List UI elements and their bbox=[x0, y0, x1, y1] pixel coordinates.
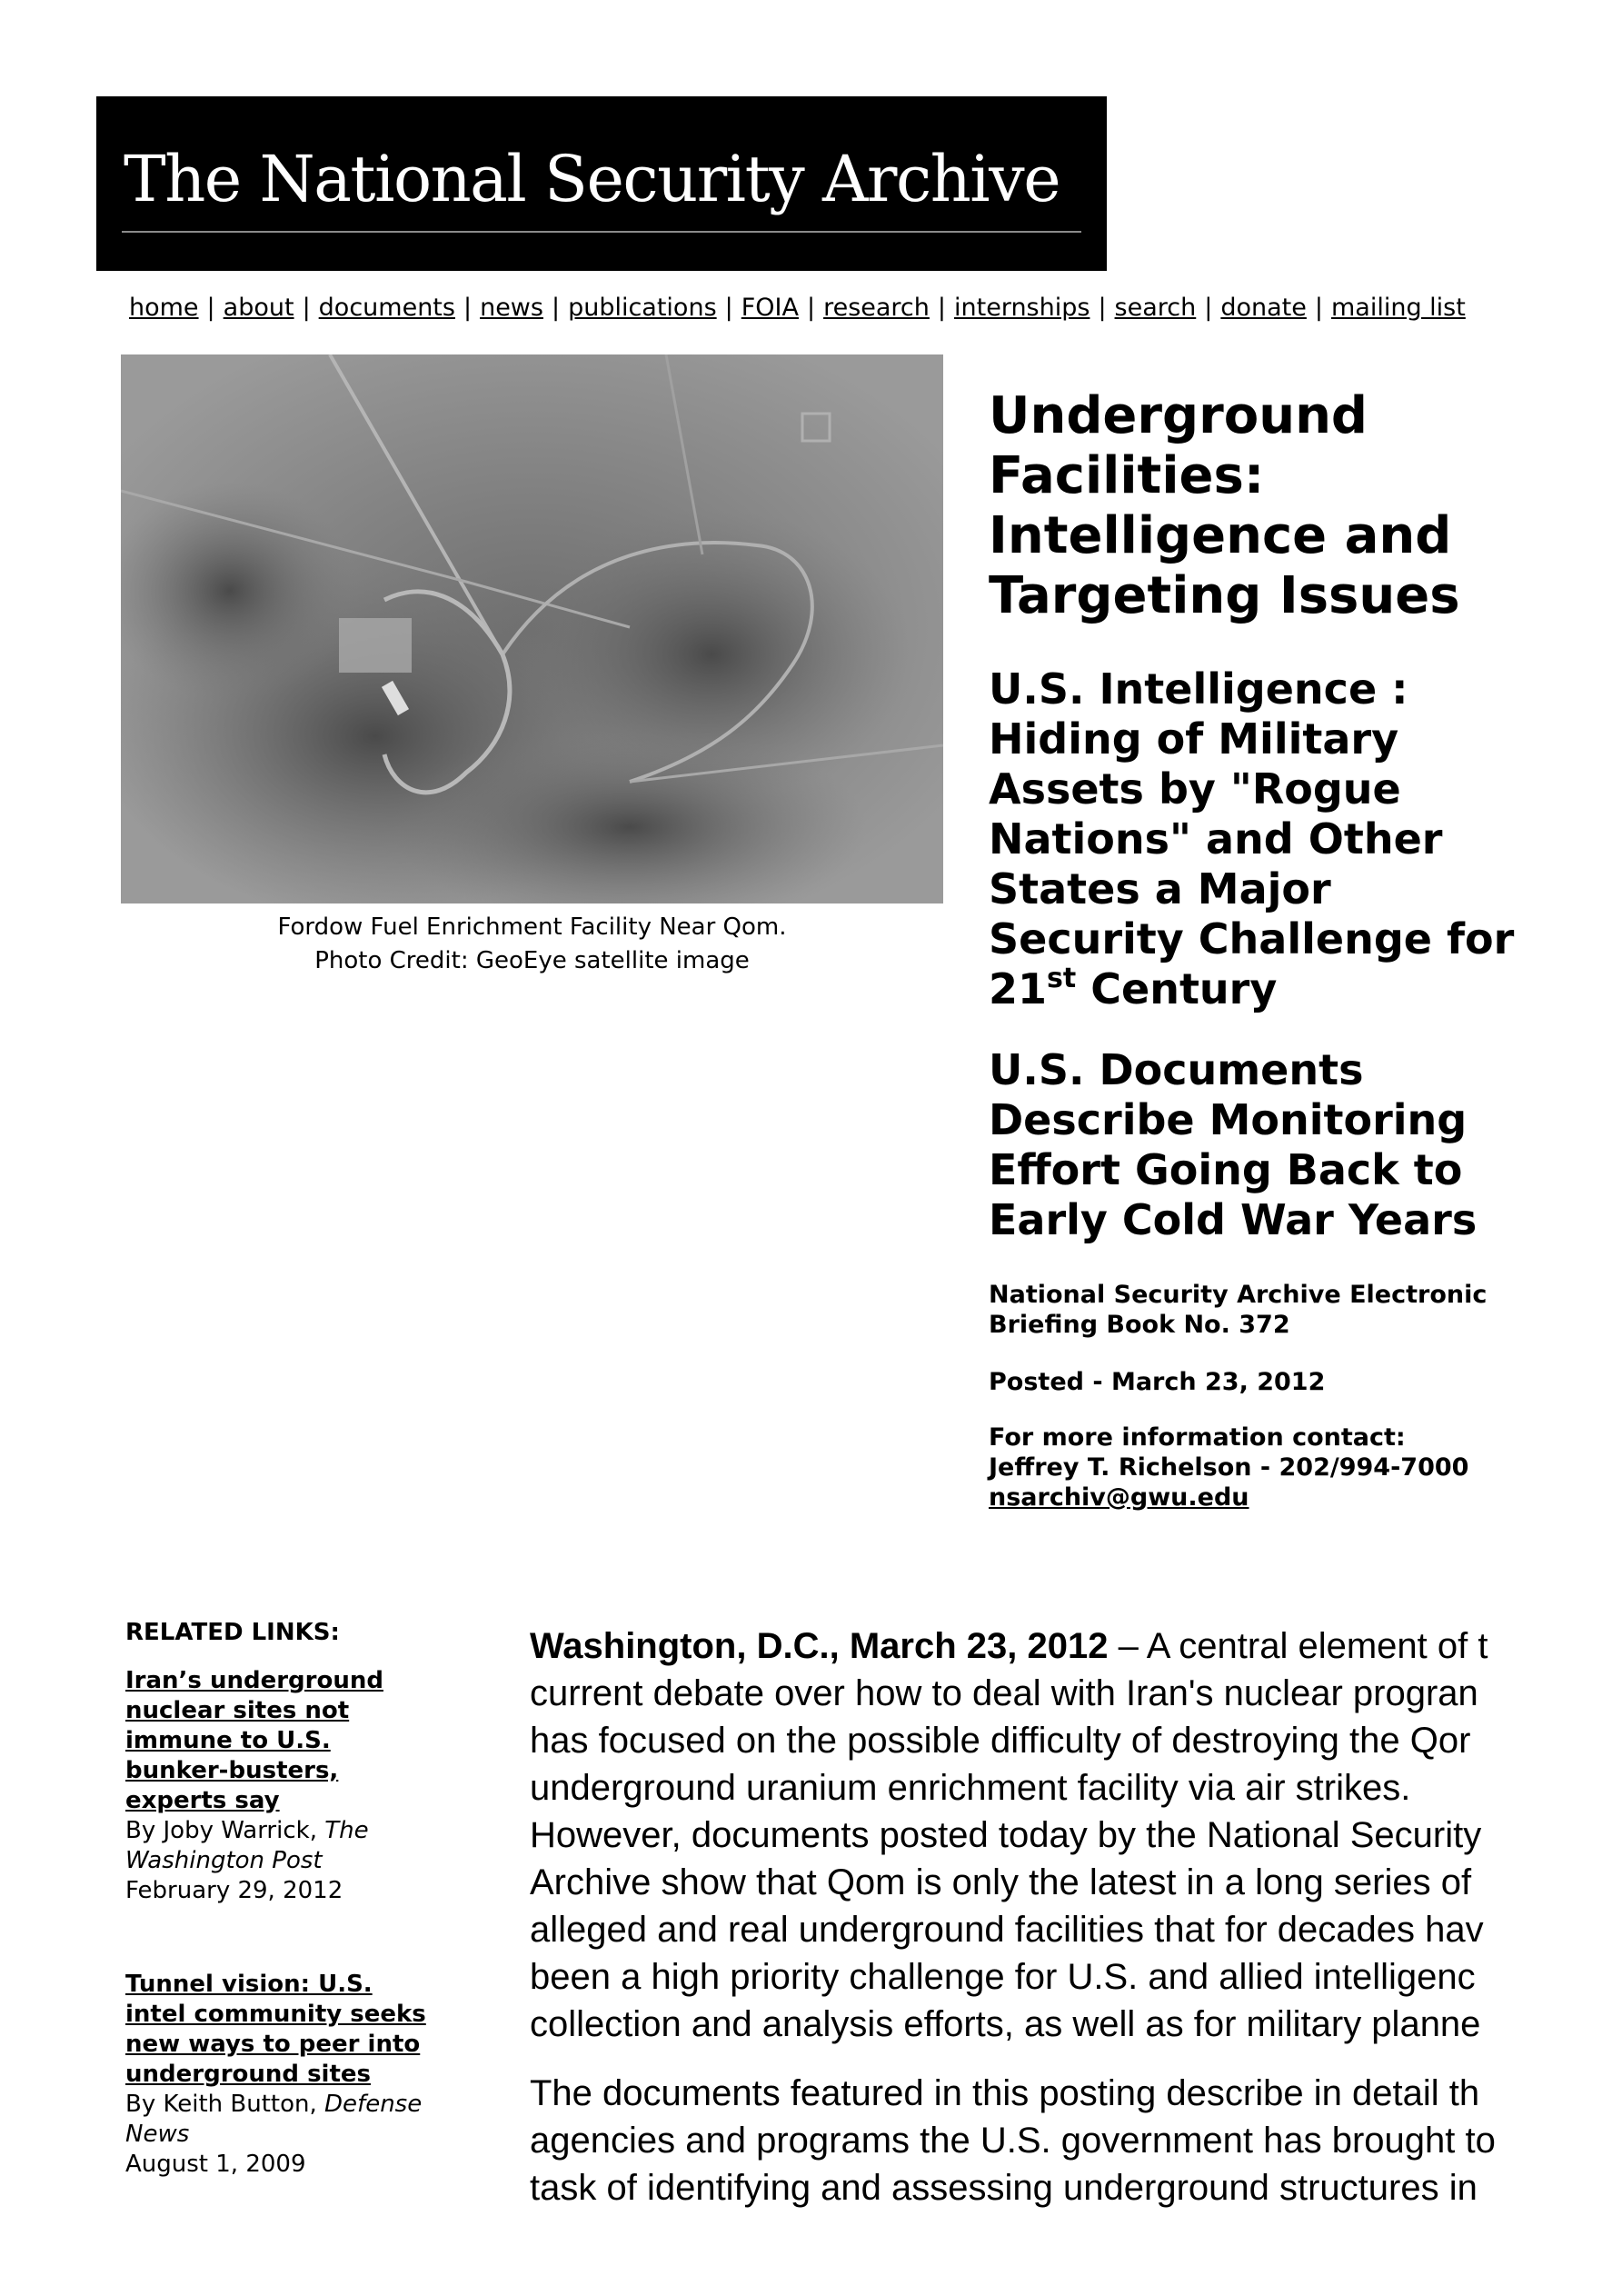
link-title-line: experts say bbox=[125, 1787, 280, 1814]
nav-separator: | bbox=[206, 294, 215, 322]
article-line: The documents featured in this posting describe in detail th bbox=[530, 2073, 1480, 2113]
masthead-rule bbox=[122, 231, 1081, 233]
caption-line: Fordow Fuel Enrichment Facility Near Qom. bbox=[277, 913, 787, 941]
link-title-line: intel community seeks bbox=[125, 2001, 426, 2028]
nav-separator: | bbox=[806, 294, 816, 322]
nav-separator: | bbox=[1314, 294, 1323, 322]
related-link-byline bbox=[125, 2090, 453, 2120]
related-links bbox=[125, 1618, 453, 2180]
caption-credit: Photo Credit: GeoEye satellite image bbox=[314, 947, 750, 974]
article-line: agencies and programs the U.S. government has brought to bbox=[530, 2121, 1496, 2161]
link-title-line: bunker-busters, bbox=[125, 1757, 339, 1784]
subheading-line: Nations" and Other bbox=[989, 814, 1443, 863]
nav-research[interactable]: research bbox=[823, 294, 930, 322]
subheading-line: U.S. Documents bbox=[989, 1045, 1364, 1094]
article-headings bbox=[989, 386, 1616, 1512]
byline-author: By Keith Button, bbox=[125, 2091, 325, 2118]
title-line: Underground bbox=[989, 386, 1368, 445]
nav-separator: | bbox=[1098, 294, 1107, 322]
article-line: current debate over how to deal with Iran's nuclear progran bbox=[530, 1673, 1478, 1713]
subheading-line: States a Major bbox=[989, 864, 1331, 913]
article-line bbox=[530, 1622, 1622, 1670]
byline-publication: News bbox=[125, 2121, 190, 2148]
related-link-item bbox=[125, 1666, 453, 1906]
contact-name: Jeffrey T. Richelson - 202/994-7000 bbox=[989, 1453, 1469, 1482]
link-title-line: Iran’s underground bbox=[125, 1667, 383, 1694]
article-line: underground uranium enrichment facility via air strikes. bbox=[530, 1768, 1411, 1808]
nav-separator: | bbox=[724, 294, 733, 322]
subheading-line: Describe Monitoring bbox=[989, 1095, 1468, 1144]
related-link-byline bbox=[125, 1816, 453, 1846]
article-dateline: Washington, D.C., March 23, 2012 bbox=[530, 1626, 1109, 1666]
subheading-line: U.S. Intelligence : bbox=[989, 664, 1408, 714]
subheading-line: Early Cold War Years bbox=[989, 1195, 1478, 1244]
related-link-title[interactable] bbox=[125, 1666, 453, 1816]
title-line: Targeting Issues bbox=[989, 566, 1460, 625]
related-link-date: August 1, 2009 bbox=[125, 2151, 306, 2178]
contact-label: For more information contact: bbox=[989, 1423, 1406, 1452]
nav-mailing-list[interactable]: mailing list bbox=[1330, 294, 1466, 322]
nav-search[interactable]: search bbox=[1114, 294, 1197, 322]
subheading-intelligence bbox=[989, 664, 1616, 1014]
century-number: 21 bbox=[989, 964, 1048, 1013]
nav-separator: | bbox=[1204, 294, 1213, 322]
link-title-line: immune to U.S. bbox=[125, 1727, 331, 1754]
satellite-image bbox=[121, 354, 943, 903]
related-links-label: RELATED LINKS: bbox=[125, 1619, 340, 1646]
article-line: has focused on the possible difficulty of destroying the Qor bbox=[530, 1721, 1471, 1761]
byline-author: By Joby Warrick, bbox=[125, 1817, 325, 1844]
subheading-line: Security Challenge for bbox=[989, 914, 1515, 963]
related-link-item bbox=[125, 1970, 453, 2180]
nav-separator: | bbox=[937, 294, 946, 322]
briefing-book-number bbox=[989, 1280, 1616, 1340]
byline-publication: Defense bbox=[324, 2091, 423, 2118]
page-title bbox=[989, 386, 1616, 626]
nav-separator: | bbox=[302, 294, 311, 322]
nav-about[interactable]: about bbox=[223, 294, 294, 322]
subheading-line: Effort Going Back to bbox=[989, 1145, 1463, 1194]
byline-publication: Washington Post bbox=[125, 1847, 323, 1874]
subheading-line: Hiding of Military bbox=[989, 714, 1399, 764]
article-line: task of identifying and assessing underground structures in bbox=[530, 2168, 1478, 2208]
nav-home[interactable]: home bbox=[129, 294, 199, 322]
article-body bbox=[530, 1622, 1622, 2211]
related-link-date: February 29, 2012 bbox=[125, 1877, 343, 1904]
photo-caption bbox=[121, 911, 943, 978]
posted-date: Posted - March 23, 2012 bbox=[989, 1368, 1326, 1396]
article-line: Archive show that Qom is only the latest in a long series of bbox=[530, 1862, 1472, 1902]
nav-foia[interactable]: FOIA bbox=[741, 294, 799, 322]
nav-separator: | bbox=[551, 294, 561, 322]
link-title-line: Tunnel vision: U.S. bbox=[125, 1971, 373, 1998]
article-line: alleged and real underground facilities that for decades hav bbox=[530, 1910, 1484, 1950]
link-title-line: underground sites bbox=[125, 2061, 371, 2088]
contact-info bbox=[989, 1423, 1616, 1512]
title-line: Facilities: bbox=[989, 446, 1265, 505]
nav-separator: | bbox=[463, 294, 473, 322]
subheading-line bbox=[989, 964, 1616, 1014]
nav-publications[interactable]: publications bbox=[568, 294, 717, 322]
subheading-line: Assets by "Rogue bbox=[989, 764, 1401, 814]
nav-donate[interactable]: donate bbox=[1220, 294, 1307, 322]
briefing-line: National Security Archive Electronic bbox=[989, 1281, 1488, 1309]
nav-documents[interactable]: documents bbox=[318, 294, 455, 322]
related-link-title[interactable] bbox=[125, 1970, 453, 2090]
contact-email-link[interactable]: nsarchiv@gwu.edu bbox=[989, 1483, 1249, 1512]
satellite-photo bbox=[121, 354, 943, 903]
masthead-banner bbox=[96, 96, 1107, 271]
title-line: Intelligence and bbox=[989, 506, 1452, 565]
subheading-documents bbox=[989, 1045, 1616, 1245]
link-title-line: new ways to peer into bbox=[125, 2031, 421, 2058]
main-nav bbox=[129, 294, 1466, 322]
briefing-line: Briefing Book No. 372 bbox=[989, 1311, 1290, 1339]
site-title: The National Security Archive bbox=[124, 142, 1060, 216]
article-text: – A central element of t bbox=[1108, 1626, 1488, 1666]
article-line: collection and analysis efforts, as well as for military planne bbox=[530, 2004, 1481, 2044]
nav-internships[interactable]: internships bbox=[954, 294, 1090, 322]
nav-news[interactable]: news bbox=[480, 294, 543, 322]
article-line: However, documents posted today by the National Security bbox=[530, 1815, 1482, 1855]
byline-publication: The bbox=[324, 1817, 369, 1844]
link-title-line: nuclear sites not bbox=[125, 1697, 350, 1724]
article-line: been a high priority challenge for U.S. and allied intelligenc bbox=[530, 1957, 1476, 1997]
ordinal-suffix: st bbox=[1047, 963, 1077, 994]
century-word: Century bbox=[1076, 964, 1278, 1013]
